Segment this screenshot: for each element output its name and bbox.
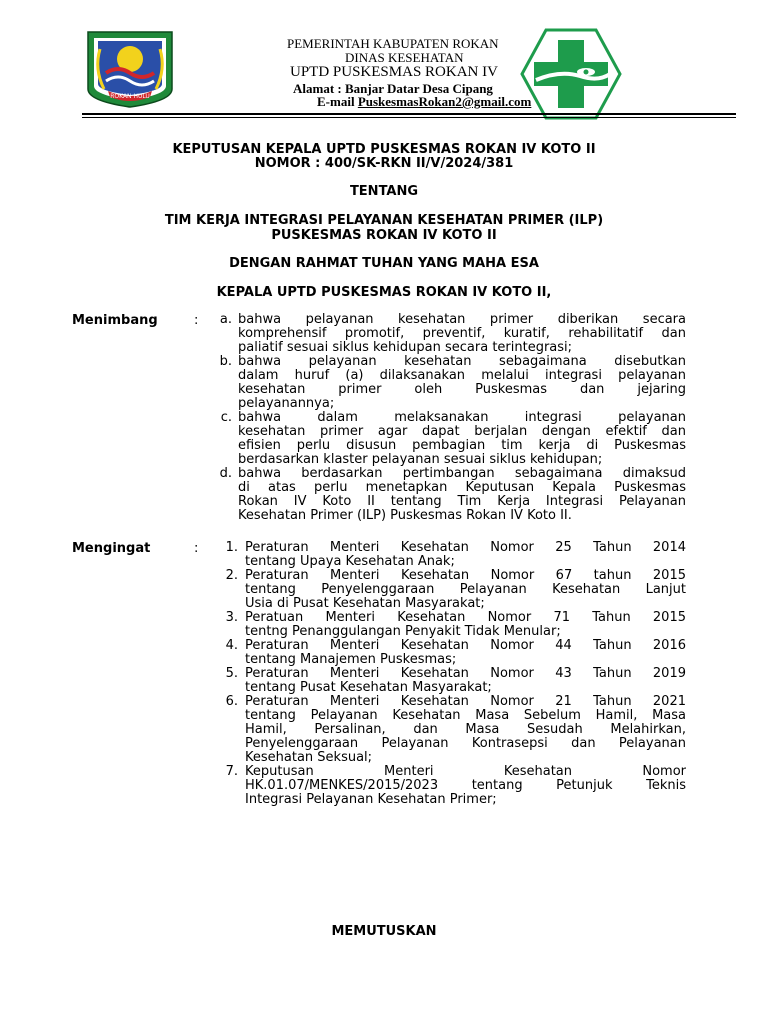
mengingat-item-line: tentang Penyelenggaraan Pelayanan Kesehatan Lanjut [245, 582, 686, 597]
menimbang-item-line: efisien perlu disusun pembagian tim kerja di Puskesmas [238, 438, 686, 453]
mengingat-item-line: tentang Manajemen Puskesmas; [245, 652, 457, 667]
mengingat-item-line: Peraturan Menteri Kesehatan Nomor 67 tahun 2015 [245, 568, 686, 583]
menimbang-item-line: bahwa pelayanan kesehatan sebagaimana disebutkan [238, 354, 686, 369]
letterhead-rule-thin [82, 117, 736, 118]
mengingat-item-marker: 3. [225, 610, 238, 625]
mengingat-item-line: Integrasi Pelayanan Kesehatan Primer; [245, 792, 497, 807]
menimbang-item-line: kesehatan primer oleh Puskesmas dan jejaring [238, 382, 686, 397]
mengingat-item [245, 639, 686, 667]
letterhead-email-line [317, 94, 531, 110]
menimbang-item-line: kesehatan primer agar dapat berjalan dengan efektif dan [238, 424, 686, 439]
mengingat-item-line: Peraturan Menteri Kesehatan Nomor 44 Tahun 2016 [245, 638, 686, 653]
mengingat-item [245, 611, 686, 639]
mengingat-item [245, 667, 686, 695]
mengingat-item-line: Peraturan Menteri Kesehatan Nomor 43 Tahun 2019 [245, 666, 686, 681]
menimbang-item-line: di atas perlu menetapkan Keputusan Kepala Puskesmas [238, 480, 686, 495]
letterhead-address: Alamat : Banjar Datar Desa Cipang [293, 81, 493, 96]
authority-line: KEPALA UPTD PUSKESMAS ROKAN IV KOTO II, [216, 285, 552, 300]
letterhead-agency: DINAS KESEHATAN [345, 50, 464, 65]
email-link[interactable]: PuskesmasRokan2@gmail.com [357, 94, 532, 109]
mengingat-item [245, 569, 686, 611]
menimbang-item [238, 411, 686, 467]
mengingat-item-line: Penyelenggaraan Pelayanan Kontrasepsi dan Pelayanan [245, 736, 686, 751]
mengingat-item [245, 765, 686, 807]
decree-subject: TIM KERJA INTEGRASI PELAYANAN KESEHATAN PRIMER (ILP) [164, 213, 604, 228]
menimbang-colon: : [194, 313, 199, 328]
menimbang-item-line: berdasarkan klaster pelayanan sesuai siklus kehidupan; [238, 452, 603, 467]
blessing-line: DENGAN RAHMAT TUHAN YANG MAHA ESA [229, 256, 539, 271]
letterhead-unit: UPTD PUSKESMAS ROKAN IV [290, 64, 498, 80]
mengingat-item-line: tentang Pusat Kesehatan Masyarakat; [245, 680, 492, 695]
mengingat-item-marker: 4. [225, 638, 238, 653]
menimbang-item-line: pelayanannya; [238, 396, 335, 411]
letterhead [0, 0, 768, 125]
menimbang-item-marker: c. [220, 410, 232, 425]
mengingat-item-marker: 7. [225, 764, 238, 779]
menimbang-item-line: bahwa berdasarkan pertimbangan sebagaimana dimaksud [238, 466, 686, 481]
memutuskan-heading: MEMUTUSKAN [331, 924, 437, 939]
menimbang-item [238, 355, 686, 411]
mengingat-colon: : [194, 541, 199, 556]
decree-number: NOMOR : 400/SK-RKN II/V/2024/381 [254, 156, 514, 171]
mengingat-item-marker: 5. [225, 666, 238, 681]
decree-subject-unit: PUSKESMAS ROKAN IV KOTO II [271, 228, 497, 243]
mengingat-item-line: tentang Upaya Kesehatan Anak; [245, 554, 455, 569]
letterhead-government: PEMERINTAH KABUPATEN ROKAN [287, 36, 499, 51]
mengingat-item-line: Keputusan Menteri Kesehatan Nomor [245, 764, 686, 779]
mengingat-item-line: Kesehatan Seksual; [245, 750, 373, 765]
menimbang-item [238, 467, 686, 523]
menimbang-item-line: Rokan IV Koto II tentang Tim Kerja Integrasi Pelayanan [238, 494, 686, 509]
menimbang-item-line: komprehensif promotif, preventif, kuratif, rehabilitatif dan [238, 326, 686, 341]
mengingat-item [245, 695, 686, 765]
email-label: E-mail [317, 94, 358, 109]
letterhead-rule-thick [82, 113, 736, 115]
mengingat-item-line: tentang Pelayanan Kesehatan Masa Sebelum Hamil, Masa [245, 708, 686, 723]
mengingat-item-line: Peraturan Menteri Kesehatan Nomor 21 Tahun 2021 [245, 694, 686, 709]
logo-lettering: ROKAN HULU [110, 93, 150, 100]
tentang-heading: TENTANG [349, 184, 419, 199]
mengingat-item-marker: 1. [225, 540, 238, 555]
mengingat-item-line: tentng Penanggulangan Penyakit Tidak Menular; [245, 624, 561, 639]
menimbang-item-line: paliatif sesuai siklus kehidupan secara terintegrasi; [238, 340, 573, 355]
menimbang-item-marker: a. [219, 312, 232, 327]
mengingat-item-line: HK.01.07/MENKES/2015/2023 tentang Petunjuk Teknis [245, 778, 686, 793]
mengingat-item-marker: 6. [225, 694, 238, 709]
mengingat-item-line: Usia di Pusat Kesehatan Masyarakat; [245, 596, 485, 611]
mengingat-item [245, 541, 686, 569]
menimbang-label: Menimbang [72, 313, 158, 328]
menimbang-item-line: bahwa dalam melaksanakan integrasi pelayanan [238, 410, 686, 425]
menimbang-item-marker: b. [219, 354, 232, 369]
menimbang-item-marker: d. [219, 466, 232, 481]
mengingat-item-line: Hamil, Persalinan, dan Masa Sesudah Melahirkan, [245, 722, 686, 737]
mengingat-label: Mengingat [72, 541, 151, 556]
decree-title: KEPUTUSAN KEPALA UPTD PUSKESMAS ROKAN IV KOTO II [172, 142, 596, 157]
menimbang-item-line: bahwa pelayanan kesehatan primer diberikan secara [238, 312, 686, 327]
menimbang-item-line: dalam huruf (a) dilaksanakan melalui integrasi pelayanan [238, 368, 686, 383]
menimbang-item-line: Kesehatan Primer (ILP) Puskesmas Rokan IV Koto II. [238, 508, 572, 523]
mengingat-item-line: Peratuan Menteri Kesehatan Nomor 71 Tahun 2015 [245, 610, 686, 625]
rokan-hulu-regency-logo [84, 29, 176, 109]
menimbang-item [238, 313, 686, 355]
mengingat-item-line: Peraturan Menteri Kesehatan Nomor 25 Tahun 2014 [245, 540, 686, 555]
mengingat-item-marker: 2. [225, 568, 238, 583]
puskesmas-logo [520, 28, 622, 120]
